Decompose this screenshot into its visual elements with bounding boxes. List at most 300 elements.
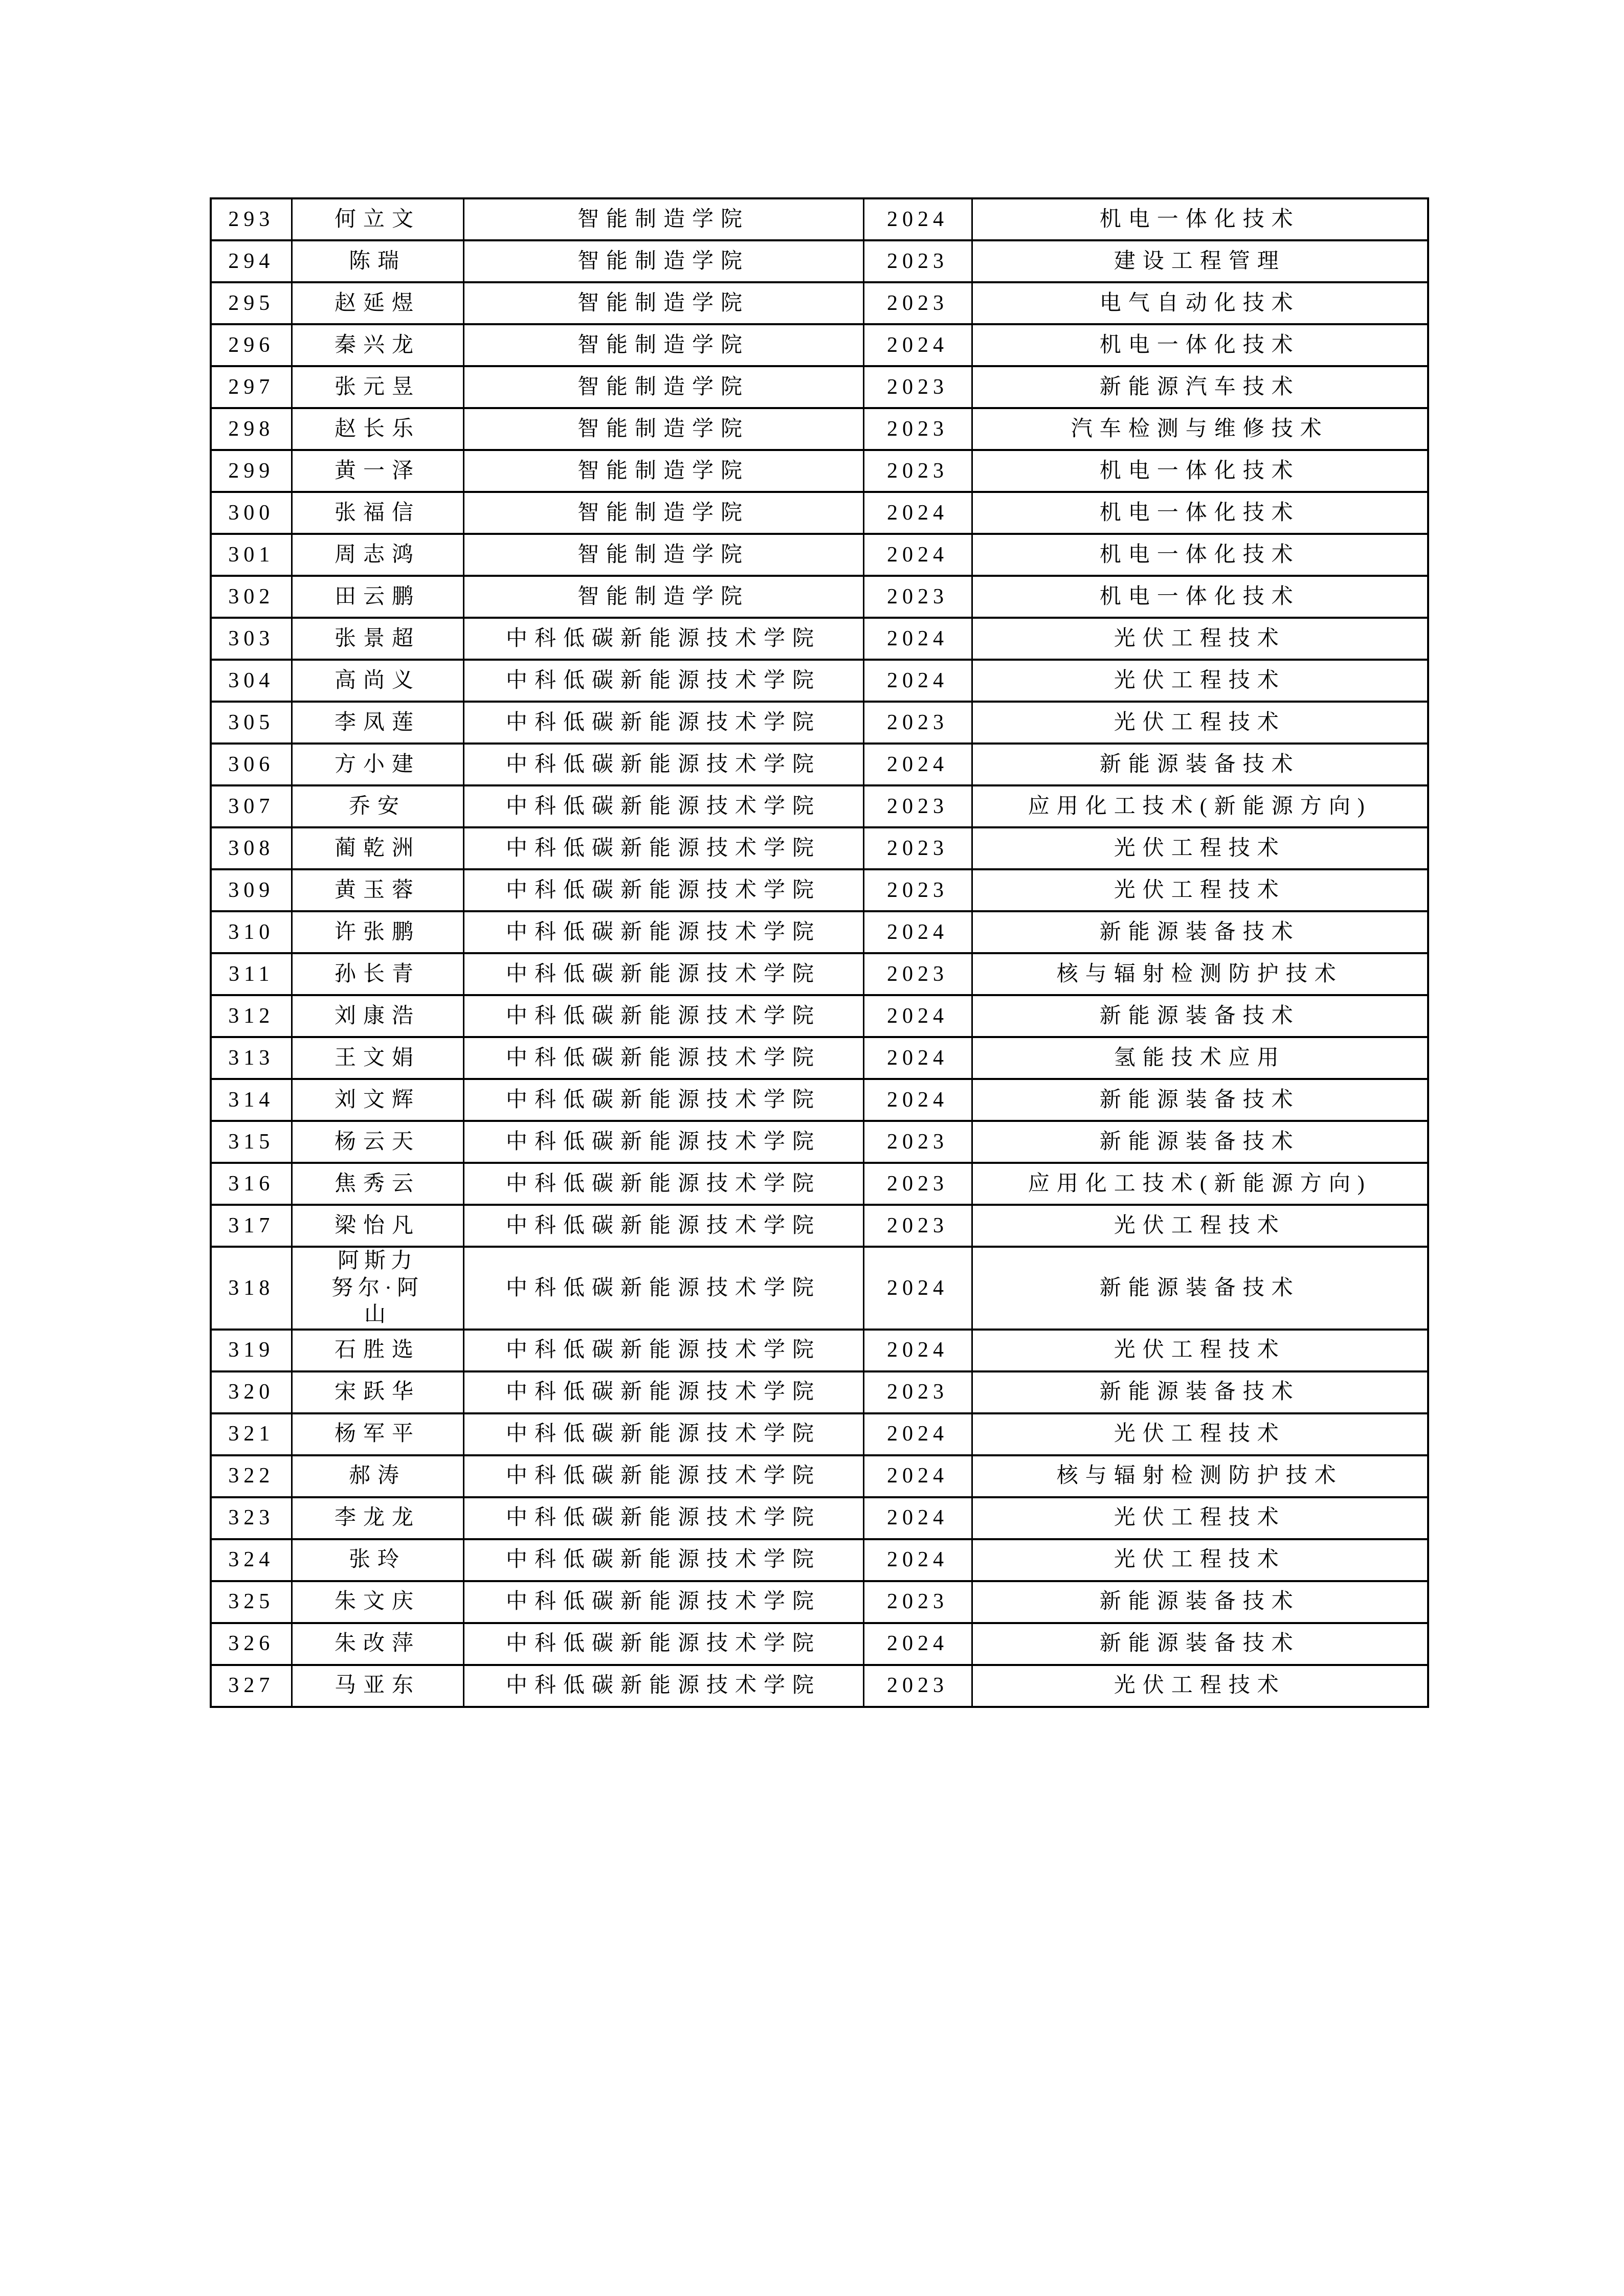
college-cell xyxy=(463,869,863,911)
major-cell xyxy=(972,534,1428,576)
college-cell-text: 智能制造学院 xyxy=(577,459,749,483)
major-cell-text: 机电一体化技术 xyxy=(1099,207,1300,231)
student-name-cell xyxy=(292,660,463,702)
college-cell xyxy=(463,366,863,408)
college-cell-text: 中科低碳新能源技术学院 xyxy=(505,1674,821,1698)
row-number-cell xyxy=(211,282,292,324)
year-cell-text: 2024 xyxy=(887,626,948,650)
major-cell xyxy=(972,1623,1428,1665)
student-name-cell-text: 李龙龙 xyxy=(334,1506,420,1530)
college-cell xyxy=(463,1455,863,1497)
college-cell-text: 智能制造学院 xyxy=(577,249,749,273)
year-cell-text: 2024 xyxy=(887,1276,948,1300)
student-name-cell xyxy=(292,1330,463,1371)
year-cell xyxy=(863,534,972,576)
row-number-cell xyxy=(211,660,292,702)
major-cell-text: 新能源装备技术 xyxy=(1099,920,1300,944)
row-number-cell-text: 323 xyxy=(228,1506,275,1530)
row-number-cell-text: 309 xyxy=(228,878,275,902)
student-name-cell xyxy=(292,282,463,324)
row-number-cell xyxy=(211,618,292,660)
table-row xyxy=(211,1581,1428,1623)
row-number-cell-text: 326 xyxy=(228,1632,275,1656)
student-name-cell-text: 赵长乐 xyxy=(334,417,420,441)
row-number-cell-text: 301 xyxy=(228,543,275,567)
major-cell xyxy=(972,450,1428,492)
major-cell-text: 新能源装备技术 xyxy=(1099,752,1300,776)
year-cell-text: 2023 xyxy=(887,710,948,734)
student-name-cell xyxy=(292,1455,463,1497)
student-name-cell-text: 石胜选 xyxy=(334,1338,420,1362)
student-name-cell xyxy=(292,1371,463,1413)
college-cell xyxy=(463,618,863,660)
year-cell-text: 2023 xyxy=(887,836,948,860)
row-number-cell-text: 324 xyxy=(228,1548,275,1572)
row-number-cell-text: 312 xyxy=(228,1004,275,1028)
student-name-cell xyxy=(292,576,463,618)
table-row xyxy=(211,785,1428,827)
row-number-cell-text: 293 xyxy=(228,207,275,231)
student-name-cell-text: 陈瑞 xyxy=(348,249,406,273)
college-cell xyxy=(463,576,863,618)
row-number-cell xyxy=(211,1665,292,1707)
year-cell xyxy=(863,240,972,282)
row-number-cell xyxy=(211,995,292,1037)
row-number-cell xyxy=(211,1623,292,1665)
row-number-cell-text: 307 xyxy=(228,794,275,818)
table-row xyxy=(211,1247,1428,1330)
student-name-cell-text: 田云鹏 xyxy=(334,584,420,609)
major-cell-text: 新能源装备技术 xyxy=(1099,1130,1300,1154)
major-cell-text: 光伏工程技术 xyxy=(1114,1674,1286,1698)
college-cell-text: 中科低碳新能源技术学院 xyxy=(505,794,821,818)
row-number-cell-text: 306 xyxy=(228,752,275,776)
major-cell xyxy=(972,995,1428,1037)
major-cell-text: 机电一体化技术 xyxy=(1099,459,1300,483)
year-cell xyxy=(863,408,972,450)
college-cell-text: 中科低碳新能源技术学院 xyxy=(505,1130,821,1154)
row-number-cell-text: 299 xyxy=(228,459,275,483)
college-cell-text: 中科低碳新能源技术学院 xyxy=(505,1422,821,1446)
college-cell-text: 中科低碳新能源技术学院 xyxy=(505,1088,821,1112)
major-cell xyxy=(972,660,1428,702)
student-name-cell-text: 何立文 xyxy=(334,207,420,231)
major-cell xyxy=(972,1163,1428,1205)
major-cell-text: 核与辐射检测防护技术 xyxy=(1056,962,1343,986)
college-cell xyxy=(463,1121,863,1163)
college-cell-text: 中科低碳新能源技术学院 xyxy=(505,1380,821,1404)
college-cell xyxy=(463,911,863,953)
year-cell xyxy=(863,1371,972,1413)
college-cell xyxy=(463,324,863,366)
major-cell-text: 光伏工程技术 xyxy=(1114,1506,1286,1530)
row-number-cell xyxy=(211,1455,292,1497)
row-number-cell-text: 315 xyxy=(228,1130,275,1154)
table-row xyxy=(211,1371,1428,1413)
year-cell-text: 2024 xyxy=(887,1338,948,1362)
student-name-cell xyxy=(292,1665,463,1707)
row-number-cell-text: 308 xyxy=(228,836,275,860)
college-cell-text: 智能制造学院 xyxy=(577,501,749,525)
college-cell-text: 中科低碳新能源技术学院 xyxy=(505,1464,821,1488)
college-cell-text: 智能制造学院 xyxy=(577,291,749,315)
row-number-cell xyxy=(211,492,292,534)
major-cell-text: 新能源装备技术 xyxy=(1099,1088,1300,1112)
row-number-cell-text: 313 xyxy=(228,1046,275,1070)
table-row xyxy=(211,282,1428,324)
year-cell-text: 2023 xyxy=(887,1130,948,1154)
year-cell xyxy=(863,827,972,869)
college-cell xyxy=(463,702,863,744)
college-cell-text: 中科低碳新能源技术学院 xyxy=(505,920,821,944)
student-name-cell xyxy=(292,911,463,953)
student-name-cell-text: 黄一泽 xyxy=(334,459,420,483)
row-number-cell-text: 303 xyxy=(228,626,275,650)
table-row xyxy=(211,869,1428,911)
student-name-cell-text: 张景超 xyxy=(334,626,420,650)
table-row xyxy=(211,450,1428,492)
year-cell xyxy=(863,702,972,744)
student-name-cell-text: 马亚东 xyxy=(334,1674,420,1698)
row-number-cell-text: 322 xyxy=(228,1464,275,1488)
year-cell-text: 2024 xyxy=(887,1088,948,1112)
row-number-cell-text: 310 xyxy=(228,920,275,944)
college-cell-text: 中科低碳新能源技术学院 xyxy=(505,1548,821,1572)
year-cell xyxy=(863,576,972,618)
student-name-cell-text: 杨云天 xyxy=(334,1130,420,1154)
row-number-cell xyxy=(211,702,292,744)
year-cell-text: 2024 xyxy=(887,752,948,776)
major-cell-text: 新能源装备技术 xyxy=(1099,1004,1300,1028)
year-cell xyxy=(863,744,972,785)
student-name-cell xyxy=(292,1539,463,1581)
year-cell-text: 2023 xyxy=(887,962,948,986)
college-cell-text: 中科低碳新能源技术学院 xyxy=(505,878,821,902)
college-cell-text: 中科低碳新能源技术学院 xyxy=(505,1276,821,1300)
student-name-cell-text: 朱文庆 xyxy=(334,1590,420,1614)
student-name-cell-text: 许张鹏 xyxy=(334,920,420,944)
table-row xyxy=(211,1665,1428,1707)
major-cell xyxy=(972,1371,1428,1413)
row-number-cell-text: 318 xyxy=(228,1276,275,1300)
row-number-cell-text: 317 xyxy=(228,1213,275,1237)
student-name-cell xyxy=(292,366,463,408)
student-name-cell xyxy=(292,744,463,785)
college-cell xyxy=(463,1079,863,1121)
student-name-cell xyxy=(292,1079,463,1121)
student-name-cell-text: 孙长青 xyxy=(334,962,420,986)
row-number-cell xyxy=(211,1121,292,1163)
college-cell xyxy=(463,1539,863,1581)
college-cell xyxy=(463,1497,863,1539)
row-number-cell xyxy=(211,1539,292,1581)
table-row xyxy=(211,618,1428,660)
row-number-cell-text: 296 xyxy=(228,333,275,357)
table-row xyxy=(211,995,1428,1037)
major-cell-text: 新能源装备技术 xyxy=(1099,1632,1300,1656)
student-name-cell xyxy=(292,953,463,995)
table-row xyxy=(211,1413,1428,1455)
table-row xyxy=(211,366,1428,408)
row-number-cell xyxy=(211,324,292,366)
table-row xyxy=(211,324,1428,366)
college-cell xyxy=(463,1581,863,1623)
table-row xyxy=(211,702,1428,744)
row-number-cell xyxy=(211,785,292,827)
row-number-cell xyxy=(211,827,292,869)
college-cell xyxy=(463,198,863,240)
table-row xyxy=(211,1539,1428,1581)
college-cell-text: 智能制造学院 xyxy=(577,207,749,231)
major-cell xyxy=(972,366,1428,408)
year-cell-text: 2024 xyxy=(887,333,948,357)
student-name-cell xyxy=(292,827,463,869)
major-cell xyxy=(972,1121,1428,1163)
row-number-cell xyxy=(211,408,292,450)
college-cell xyxy=(463,1371,863,1413)
student-name-cell xyxy=(292,240,463,282)
year-cell-text: 2023 xyxy=(887,1674,948,1698)
student-name-cell xyxy=(292,618,463,660)
year-cell xyxy=(863,995,972,1037)
major-cell-text: 新能源汽车技术 xyxy=(1099,375,1300,399)
student-name-cell xyxy=(292,869,463,911)
college-cell-text: 中科低碳新能源技术学院 xyxy=(505,1172,821,1196)
year-cell xyxy=(863,1497,972,1539)
student-name-cell xyxy=(292,1163,463,1205)
year-cell-text: 2023 xyxy=(887,1590,948,1614)
major-cell-text: 汽车检测与维修技术 xyxy=(1071,417,1329,441)
table-row xyxy=(211,534,1428,576)
college-cell xyxy=(463,1205,863,1247)
student-name-cell xyxy=(292,408,463,450)
year-cell-text: 2023 xyxy=(887,584,948,609)
major-cell xyxy=(972,1497,1428,1539)
major-cell xyxy=(972,911,1428,953)
table-row xyxy=(211,744,1428,785)
student-name-cell-text: 高尚义 xyxy=(334,668,420,692)
major-cell-text: 新能源装备技术 xyxy=(1099,1380,1300,1404)
table-row xyxy=(211,1121,1428,1163)
row-number-cell-text: 297 xyxy=(228,375,275,399)
year-cell-text: 2024 xyxy=(887,1422,948,1446)
student-name-cell-text: 宋跃华 xyxy=(334,1380,420,1404)
college-cell xyxy=(463,660,863,702)
row-number-cell-text: 327 xyxy=(228,1674,275,1698)
major-cell xyxy=(972,282,1428,324)
year-cell xyxy=(863,1037,972,1079)
year-cell xyxy=(863,198,972,240)
student-name-cell-text: 方小建 xyxy=(334,752,420,776)
year-cell xyxy=(863,1121,972,1163)
row-number-cell xyxy=(211,1413,292,1455)
major-cell xyxy=(972,576,1428,618)
row-number-cell-text: 295 xyxy=(228,291,275,315)
student-name-cell-text: 李凤莲 xyxy=(334,710,420,734)
table-row xyxy=(211,576,1428,618)
major-cell xyxy=(972,240,1428,282)
college-cell xyxy=(463,534,863,576)
row-number-cell-text: 325 xyxy=(228,1590,275,1614)
major-cell xyxy=(972,1413,1428,1455)
college-cell xyxy=(463,1330,863,1371)
row-number-cell-text: 311 xyxy=(229,962,274,986)
table-row xyxy=(211,1455,1428,1497)
row-number-cell xyxy=(211,1371,292,1413)
student-name-cell-text: 张福信 xyxy=(334,501,420,525)
student-name-cell xyxy=(292,1497,463,1539)
major-cell-text: 核与辐射检测防护技术 xyxy=(1056,1464,1343,1488)
student-name-cell-text: 乔安 xyxy=(348,794,406,818)
year-cell-text: 2023 xyxy=(887,249,948,273)
row-number-cell-text: 302 xyxy=(228,584,275,609)
year-cell xyxy=(863,1205,972,1247)
major-cell-text: 光伏工程技术 xyxy=(1114,710,1286,734)
college-cell xyxy=(463,1413,863,1455)
college-cell xyxy=(463,450,863,492)
row-number-cell xyxy=(211,1079,292,1121)
major-cell xyxy=(972,869,1428,911)
college-cell-text: 中科低碳新能源技术学院 xyxy=(505,626,821,650)
college-cell-text: 中科低碳新能源技术学院 xyxy=(505,962,821,986)
year-cell-text: 2024 xyxy=(887,920,948,944)
major-cell xyxy=(972,618,1428,660)
year-cell xyxy=(863,953,972,995)
year-cell xyxy=(863,869,972,911)
row-number-cell-text: 294 xyxy=(228,249,275,273)
major-cell xyxy=(972,785,1428,827)
major-cell-text: 应用化工技术(新能源方向) xyxy=(1028,1172,1372,1196)
year-cell-text: 2023 xyxy=(887,375,948,399)
student-name-cell xyxy=(292,1247,463,1330)
row-number-cell xyxy=(211,576,292,618)
year-cell-text: 2024 xyxy=(887,1004,948,1028)
row-number-cell-text: 319 xyxy=(228,1338,275,1362)
row-number-cell xyxy=(211,1205,292,1247)
college-cell-text: 中科低碳新能源技术学院 xyxy=(505,1213,821,1237)
student-name-cell xyxy=(292,450,463,492)
year-cell-text: 2023 xyxy=(887,794,948,818)
table-row xyxy=(211,1497,1428,1539)
student-name-cell xyxy=(292,1205,463,1247)
college-cell-text: 智能制造学院 xyxy=(577,417,749,441)
major-cell-text: 新能源装备技术 xyxy=(1099,1276,1300,1300)
table-row xyxy=(211,660,1428,702)
year-cell xyxy=(863,366,972,408)
year-cell-text: 2024 xyxy=(887,1506,948,1530)
table-row xyxy=(211,492,1428,534)
major-cell xyxy=(972,1330,1428,1371)
student-name-cell-text: 赵延煜 xyxy=(334,291,420,315)
major-cell xyxy=(972,1455,1428,1497)
student-roster-table xyxy=(210,197,1429,1708)
row-number-cell xyxy=(211,1163,292,1205)
table-row xyxy=(211,1205,1428,1247)
year-cell-text: 2024 xyxy=(887,207,948,231)
row-number-cell xyxy=(211,1247,292,1330)
college-cell xyxy=(463,240,863,282)
major-cell-text: 机电一体化技术 xyxy=(1099,333,1300,357)
table-row xyxy=(211,1079,1428,1121)
year-cell-text: 2023 xyxy=(887,1213,948,1237)
major-cell-text: 光伏工程技术 xyxy=(1114,1548,1286,1572)
row-number-cell-text: 314 xyxy=(228,1088,275,1112)
major-cell xyxy=(972,1665,1428,1707)
year-cell-text: 2024 xyxy=(887,1046,948,1070)
row-number-cell xyxy=(211,744,292,785)
major-cell-text: 机电一体化技术 xyxy=(1099,501,1300,525)
college-cell-text: 中科低碳新能源技术学院 xyxy=(505,1506,821,1530)
table-row xyxy=(211,953,1428,995)
college-cell xyxy=(463,1037,863,1079)
row-number-cell xyxy=(211,534,292,576)
student-name-cell-text: 王文娟 xyxy=(334,1046,420,1070)
major-cell xyxy=(972,1247,1428,1330)
year-cell xyxy=(863,450,972,492)
major-cell-text: 光伏工程技术 xyxy=(1114,878,1286,902)
student-name-cell-text: 张玲 xyxy=(348,1548,406,1572)
student-name-cell xyxy=(292,995,463,1037)
student-name-cell-text: 梁怡凡 xyxy=(334,1213,420,1237)
row-number-cell xyxy=(211,1037,292,1079)
student-name-cell-text: 阿斯力努尔·阿山 xyxy=(331,1249,424,1326)
year-cell-text: 2024 xyxy=(887,543,948,567)
student-name-cell xyxy=(292,1581,463,1623)
college-cell xyxy=(463,408,863,450)
college-cell xyxy=(463,953,863,995)
year-cell-text: 2024 xyxy=(887,1464,948,1488)
major-cell xyxy=(972,827,1428,869)
row-number-cell-text: 316 xyxy=(228,1172,275,1196)
major-cell-text: 光伏工程技术 xyxy=(1114,1213,1286,1237)
row-number-cell-text: 304 xyxy=(228,668,275,692)
college-cell-text: 中科低碳新能源技术学院 xyxy=(505,1338,821,1362)
college-cell xyxy=(463,1665,863,1707)
major-cell-text: 光伏工程技术 xyxy=(1114,668,1286,692)
college-cell-text: 智能制造学院 xyxy=(577,333,749,357)
student-name-cell-text: 郝涛 xyxy=(348,1464,406,1488)
table-row xyxy=(211,1623,1428,1665)
year-cell-text: 2024 xyxy=(887,668,948,692)
student-name-cell-text: 蔺乾洲 xyxy=(334,836,420,860)
major-cell-text: 新能源装备技术 xyxy=(1099,1590,1300,1614)
major-cell-text: 电气自动化技术 xyxy=(1099,291,1300,315)
year-cell-text: 2024 xyxy=(887,1632,948,1656)
year-cell-text: 2024 xyxy=(887,501,948,525)
year-cell xyxy=(863,785,972,827)
year-cell xyxy=(863,1163,972,1205)
year-cell xyxy=(863,1455,972,1497)
college-cell-text: 中科低碳新能源技术学院 xyxy=(505,710,821,734)
year-cell xyxy=(863,660,972,702)
college-cell-text: 智能制造学院 xyxy=(577,584,749,609)
table-row xyxy=(211,827,1428,869)
row-number-cell xyxy=(211,1330,292,1371)
major-cell-text: 光伏工程技术 xyxy=(1114,626,1286,650)
table-row xyxy=(211,240,1428,282)
major-cell xyxy=(972,408,1428,450)
year-cell-text: 2023 xyxy=(887,417,948,441)
college-cell xyxy=(463,1623,863,1665)
student-name-cell-text: 杨军平 xyxy=(334,1422,420,1446)
major-cell-text: 建设工程管理 xyxy=(1114,249,1286,273)
row-number-cell-text: 305 xyxy=(228,710,275,734)
college-cell xyxy=(463,995,863,1037)
college-cell xyxy=(463,282,863,324)
year-cell xyxy=(863,1330,972,1371)
row-number-cell xyxy=(211,911,292,953)
row-number-cell xyxy=(211,198,292,240)
